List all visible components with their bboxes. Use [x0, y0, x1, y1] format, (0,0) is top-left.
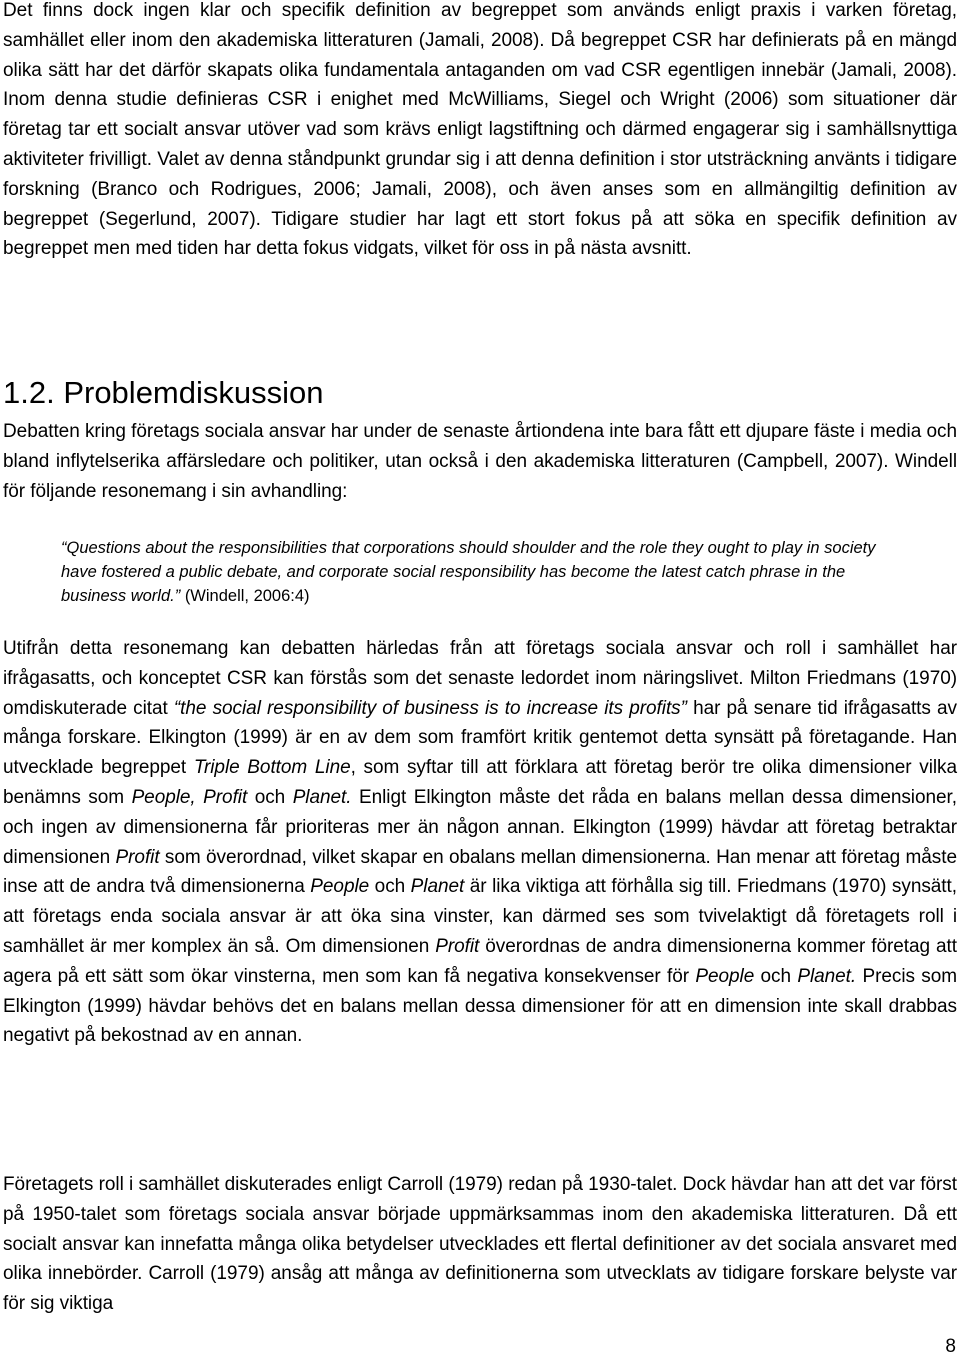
italic-term-profit: Profit	[435, 935, 480, 957]
text-run: och	[369, 876, 411, 898]
italic-term-triple-bottom-line: Triple Bottom Line	[193, 757, 351, 779]
italic-quote-friedman: “the social responsibility of business is to increase its profits”	[173, 697, 687, 719]
text-run: Utifrån detta resonemang kan debatten härledas från att företags sociala ansvar och roll i samhället har ifrågasatts, och konceptet CSR kan förstås som det senaste ledordet inom näringslivet. Milton Friedmans (1970) omdiskuterade citat	[3, 638, 957, 719]
block-quote-windell	[61, 536, 906, 608]
text-run: och	[754, 965, 798, 987]
paragraph-triple-bottom-line	[3, 634, 957, 1051]
text-run: som överordnad, vilket skapar en obalans mellan dimensionerna. Han menar att företag måste inse att de andra två dimensionerna	[3, 846, 957, 898]
text-run: och	[247, 786, 293, 808]
section-heading-problemdiskussion: 1.2. Problemdiskussion	[3, 375, 324, 410]
text-run: Enligt Elkington måste det råda en balans mellan dessa dimensioner, och ingen av dimensionerna får prioriteras mer än någon annan. Elkington (1999) hävdar att företag betraktar dimensionen	[3, 786, 957, 868]
quote-text: “Questions about the responsibilities that corporations should shoulder and the role they ought to play in society have fostered a public debate, and corporate social responsibility has become the latest catch phrase in the business world.”	[61, 539, 876, 605]
text-run: är lika viktiga att förhålla sig till. Friedmans (1970) synsätt, att företags enda sociala ansvar är att öka sina vinster, kan därmed ses som tvivelaktigt då företagets roll i samhället är mer komplex än så. Om dimensionen	[3, 876, 957, 957]
paragraph-csr-definition: Det finns dock ingen klar och specifik definition av begreppet som används enligt praxis i varken företag, samhället eller inom den akademiska litteraturen (Jamali, 2008). Då begreppet CSR har definierats på en mängd olika sätt har det därför skapats olika fundamentala antaganden om vad CSR egentligen innebär (Jamali, 2008). Inom denna studie definieras CSR i enighet med McWilliams, Siegel och Wright (2006) som situationer där företag tar ett socialt ansvar utöver vad som krävs enligt lagstiftning och därmed engagerar sig i samhällsnyttiga aktiviteter frivilligt. Valet av denna ståndpunkt grundar sig i att denna definition i stor utsträckning använts i tidigare forskning (Branco och Rodrigues, 2006; Jamali, 2008), och även anses som en allmängiltig definition av begreppet (Segerlund, 2007). Tidigare studier har lagt ett stort fokus på att söka en specifik definition av begreppet men med tiden har detta fokus vidgats, vilket för oss in på nästa avsnitt.	[3, 0, 957, 260]
quote-citation: (Windell, 2006:4)	[184, 587, 310, 605]
italic-term-planet: Planet	[410, 876, 465, 898]
text-run: , som syftar till att förklara att företag berör tre olika dimensioner vilka benämns som	[3, 757, 958, 808]
text-run: har på senare tid ifrågasatts av många forskare. Elkington (1999) är en av dem som framfört kritik gentemot detta synsätt på företagande. Han utvecklade begreppet	[3, 697, 957, 779]
italic-term-planet: Planet.	[292, 786, 352, 808]
text-run: Precis som Elkington (1999) hävdar behövs det en balans mellan dessa dimensioner för att en dimension inte skall drabbas negativt på bekostnad av en annan.	[3, 965, 957, 1047]
italic-term-people: People	[310, 876, 370, 898]
italic-term-planet: Planet.	[797, 965, 857, 987]
page-number: 8	[945, 1336, 956, 1357]
paragraph-carroll-history: Företagets roll i samhället diskuterades enligt Carroll (1979) redan på 1930-talet. Dock hävdar han att det var först på 1950-talet som företags sociala ansvar började uppmärksammas inom den akademiska litteraturen. Då ett socialt ansvar kan innefatta många olika betydelser utvecklades ett flertal definitioner av det sociala ansvaret med olika innebörder. Carroll (1979) ansåg att många av definitionerna som utvecklats av tidigare forskare belyste var för sig viktiga	[3, 1174, 957, 1315]
italic-term-profit: Profit	[115, 846, 160, 868]
italic-term-people: People	[695, 965, 755, 987]
paragraph-debate-intro: Debatten kring företags sociala ansvar har under de senaste årtiondena inte bara fått ett djupare fäste i media och bland inflytelserika affärsledare och politiker, utan också i den akademiska litteraturen (Campbell, 2007). Windell för följande resonemang i sin avhandling:	[3, 421, 957, 502]
text-run: överordnas de andra dimensionerna kommer företag att agera på ett sätt som ökar vinsterna, men som kan få negativa konsekvenser för	[3, 935, 957, 987]
italic-term-people-profit: People, Profit	[131, 786, 248, 808]
